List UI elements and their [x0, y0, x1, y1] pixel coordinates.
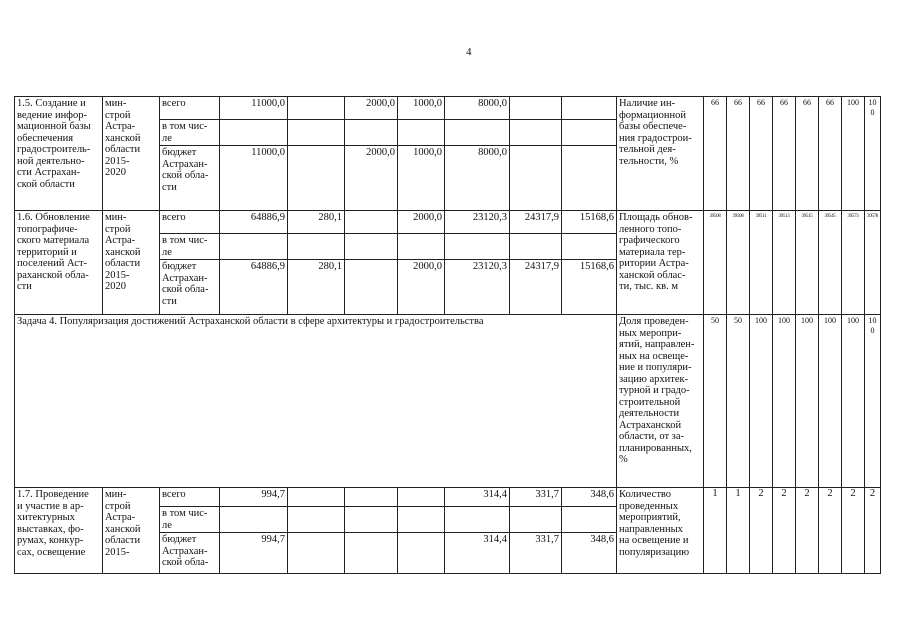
indicator-value-text: 39545: [824, 214, 836, 219]
indicator-value: [704, 488, 727, 574]
executor-cell: [103, 211, 160, 315]
funding-value: [345, 120, 398, 146]
funding-source-text: в том чис- ле: [162, 121, 208, 144]
indicator-value: [704, 315, 727, 488]
funding-value-text: 15168,6: [579, 212, 614, 223]
funding-value: [445, 234, 510, 260]
funding-value-text: 8000,0: [478, 147, 507, 158]
funding-value: [345, 146, 398, 211]
funding-value: [445, 260, 510, 315]
indicator-value-text: 39578: [867, 214, 879, 219]
indicator-value-text: 39513: [778, 214, 790, 219]
indicator-value-text: 66: [803, 98, 811, 107]
indicator-value-text: 1: [712, 488, 718, 499]
activity-name: [15, 97, 103, 211]
indicator-value: [842, 97, 865, 211]
funding-value: [220, 146, 288, 211]
funding-value: [510, 146, 562, 211]
funding-value: [288, 146, 345, 211]
funding-source: [160, 146, 220, 211]
table-row: [15, 97, 881, 120]
funding-value-text: 314,4: [483, 534, 507, 545]
indicator-name-text: Количество проведенных мероприятий, направленных на освещение и популяризацию: [619, 489, 690, 558]
funding-value: [510, 211, 562, 234]
indicator-value-text: 2: [850, 488, 856, 499]
indicator-value: [865, 488, 881, 574]
indicator-value: [727, 315, 750, 488]
executor-cell-text: мин- строй Астра- ханской области 2015- 2020: [105, 212, 141, 292]
funding-value: [220, 120, 288, 146]
indicator-value-text: 100: [778, 316, 790, 325]
indicator-value: [727, 211, 750, 315]
table-row: [15, 211, 881, 234]
activity-name-text: 1.5. Создание и ведение инфор- мационной базы обеспечения градостроитель- ной деятельно- сти Астрахан- ской области: [17, 98, 91, 190]
funding-value: [398, 488, 445, 507]
indicator-value: [796, 97, 819, 211]
funding-value: [345, 234, 398, 260]
funding-value: [220, 97, 288, 120]
funding-source: [160, 260, 220, 315]
indicator-value: [704, 97, 727, 211]
funding-source: [160, 97, 220, 120]
funding-value: [510, 120, 562, 146]
funding-source: [160, 533, 220, 574]
indicator-value: [819, 315, 842, 488]
funding-source-text: всего: [162, 98, 186, 109]
funding-value-text: 348,6: [590, 489, 614, 500]
indicator-value: [865, 97, 881, 211]
funding-value-text: 64886,9: [250, 212, 285, 223]
funding-value-text: 2000,0: [413, 261, 442, 272]
task-row: [15, 315, 881, 488]
program-table: [14, 96, 881, 574]
indicator-value-text: 2: [869, 488, 876, 499]
funding-value: [445, 211, 510, 234]
indicator-value: [819, 211, 842, 315]
indicator-value-text: 1: [735, 488, 741, 499]
indicator-value-text: 39508: [732, 214, 744, 219]
activity-name-text: 1.7. Проведение и участие в ар- хитектурных выставках, фо- румах, конкур- сах, освещение: [17, 489, 89, 558]
funding-value: [562, 120, 617, 146]
funding-value-text: 348,6: [590, 534, 614, 545]
executor-cell: [103, 97, 160, 211]
funding-value-text: 280,1: [318, 212, 342, 223]
funding-source: [160, 211, 220, 234]
funding-value: [510, 488, 562, 507]
funding-source-text: в том чис- ле: [162, 508, 208, 531]
funding-value-text: 2000,0: [366, 98, 395, 109]
funding-source: [160, 507, 220, 533]
funding-value: [398, 533, 445, 574]
funding-value: [562, 146, 617, 211]
executor-cell-text: мин- строй Астра- ханской области 2015- 2020: [105, 98, 141, 178]
funding-value: [445, 97, 510, 120]
funding-value: [345, 488, 398, 507]
indicator-name-text: Наличие ин- формационной базы обеспече- ния градострои- тельной дея- тельности, %: [619, 98, 692, 167]
indicator-value: [842, 315, 865, 488]
funding-source: [160, 120, 220, 146]
funding-source: [160, 234, 220, 260]
indicator-name-text: Доля проведен- ных меропри- ятий, направлен- ных на освеще- ние и популяри- зацию архитек- турной и градо- строительной деятельности Астраханской области, от за- планированных, %: [619, 316, 695, 465]
funding-source-text: всего: [162, 212, 186, 223]
indicator-value-text: 2: [758, 488, 764, 499]
task-title-text: Задача 4. Популяризация достижений Астраханской области в сфере архитектуры и градостроительства: [17, 316, 484, 327]
funding-value: [220, 211, 288, 234]
table-row: [15, 488, 881, 507]
funding-value: [398, 120, 445, 146]
funding-value: [445, 120, 510, 146]
funding-value: [288, 120, 345, 146]
indicator-value: [865, 315, 881, 488]
funding-source-text: всего: [162, 489, 186, 500]
indicator-value: [819, 97, 842, 211]
indicator-value-text: 39508: [709, 214, 721, 219]
funding-value-text: 994,7: [261, 489, 285, 500]
indicator-value-text: 50: [711, 316, 719, 325]
indicator-value-text: 2: [804, 488, 810, 499]
funding-value-text: 15168,6: [579, 261, 614, 272]
funding-value: [398, 234, 445, 260]
page-number: 4: [466, 46, 472, 58]
funding-value: [220, 507, 288, 533]
funding-value: [398, 146, 445, 211]
funding-value: [562, 211, 617, 234]
indicator-value-text: 100: [847, 316, 859, 325]
indicator-name: [617, 488, 704, 574]
funding-value: [220, 260, 288, 315]
indicator-name: [617, 315, 704, 488]
indicator-value-text: 66: [780, 98, 788, 107]
funding-value: [288, 488, 345, 507]
indicator-value: [750, 211, 773, 315]
funding-value-text: 23120,3: [472, 212, 507, 223]
funding-source-text: в том чис- ле: [162, 235, 208, 258]
indicator-value-text: 100: [824, 316, 836, 325]
indicator-value: [773, 97, 796, 211]
indicator-value: [773, 315, 796, 488]
indicator-value-text: 50: [734, 316, 742, 325]
funding-value: [510, 97, 562, 120]
funding-value: [445, 488, 510, 507]
indicator-value: [796, 315, 819, 488]
indicator-value: [750, 315, 773, 488]
indicator-value-text: 66: [711, 98, 719, 107]
indicator-value-text: 2: [781, 488, 787, 499]
activity-name: [15, 488, 103, 574]
indicator-value: [773, 488, 796, 574]
funding-value: [288, 533, 345, 574]
indicator-value-text: 39515: [801, 214, 813, 219]
indicator-value: [819, 488, 842, 574]
indicator-value-text: 100: [868, 98, 877, 117]
task-title: [15, 315, 617, 488]
indicator-value: [727, 488, 750, 574]
funding-value: [398, 97, 445, 120]
funding-value: [445, 533, 510, 574]
indicator-value-text: 100: [847, 98, 859, 107]
funding-source: [160, 488, 220, 507]
funding-value: [288, 97, 345, 120]
funding-value-text: 331,7: [535, 534, 559, 545]
funding-value: [345, 97, 398, 120]
funding-value: [510, 260, 562, 315]
indicator-value: [750, 97, 773, 211]
indicator-value-text: 100: [755, 316, 767, 325]
indicator-name: [617, 97, 704, 211]
indicator-name-text: Площадь обнов- ленного топо- графического материала тер- ритории Астра- ханской облас- ти, тыс. кв. м: [619, 212, 693, 292]
funding-value: [220, 234, 288, 260]
funding-value: [220, 488, 288, 507]
funding-value: [562, 97, 617, 120]
funding-value: [288, 507, 345, 533]
funding-source-text: бюджет Астрахан- ской обла- сти: [162, 261, 209, 307]
activity-name: [15, 211, 103, 315]
funding-value-text: 64886,9: [250, 261, 285, 272]
funding-value-text: 1000,0: [413, 147, 442, 158]
indicator-value: [842, 211, 865, 315]
funding-value-text: 23120,3: [472, 261, 507, 272]
funding-value: [288, 260, 345, 315]
indicator-value-text: 100: [801, 316, 813, 325]
funding-value: [345, 211, 398, 234]
funding-value: [398, 260, 445, 315]
funding-value-text: 11000,0: [251, 98, 285, 109]
funding-value-text: 8000,0: [478, 98, 507, 109]
indicator-value-text: 66: [734, 98, 742, 107]
funding-value: [562, 260, 617, 315]
funding-value: [345, 260, 398, 315]
indicator-value: [704, 211, 727, 315]
indicator-value-text: 39573: [847, 214, 859, 219]
funding-value-text: 1000,0: [413, 98, 442, 109]
funding-value: [398, 507, 445, 533]
funding-value-text: 994,7: [261, 534, 285, 545]
funding-value-text: 24317,9: [524, 212, 559, 223]
funding-source-text: бюджет Астрахан- ской обла-: [162, 534, 209, 568]
funding-value: [562, 488, 617, 507]
funding-value: [562, 234, 617, 260]
funding-value-text: 2000,0: [413, 212, 442, 223]
funding-value: [220, 533, 288, 574]
funding-value-text: 331,7: [535, 489, 559, 500]
funding-value: [398, 211, 445, 234]
indicator-value-text: 39511: [755, 214, 767, 219]
executor-cell: [103, 488, 160, 574]
funding-value-text: 24317,9: [524, 261, 559, 272]
funding-value: [445, 507, 510, 533]
funding-value: [562, 533, 617, 574]
indicator-value-text: 66: [826, 98, 834, 107]
executor-cell-text: мин- строй Астра- ханской области 2015-: [105, 489, 141, 558]
funding-value: [288, 234, 345, 260]
indicator-value: [796, 488, 819, 574]
funding-value: [345, 533, 398, 574]
indicator-value-text: 2: [827, 488, 833, 499]
funding-value: [510, 507, 562, 533]
indicator-name: [617, 211, 704, 315]
funding-value: [510, 533, 562, 574]
funding-value-text: 2000,0: [366, 147, 395, 158]
indicator-value: [727, 97, 750, 211]
indicator-value-text: 100: [868, 316, 877, 335]
funding-source-text: бюджет Астрахан- ской обла- сти: [162, 147, 209, 193]
indicator-value: [842, 488, 865, 574]
funding-value: [445, 146, 510, 211]
indicator-value-text: 66: [757, 98, 765, 107]
indicator-value: [750, 488, 773, 574]
indicator-value: [773, 211, 796, 315]
funding-value-text: 314,4: [483, 489, 507, 500]
activity-name-text: 1.6. Обновление топографиче- ского материала территорий и поселений Аст- раханской обла- сти: [17, 212, 90, 292]
funding-value: [510, 234, 562, 260]
funding-value-text: 11000,0: [251, 147, 285, 158]
funding-value-text: 280,1: [318, 261, 342, 272]
indicator-value: [796, 211, 819, 315]
indicator-value: [865, 211, 881, 315]
funding-value: [345, 507, 398, 533]
funding-value: [562, 507, 617, 533]
funding-value: [288, 211, 345, 234]
